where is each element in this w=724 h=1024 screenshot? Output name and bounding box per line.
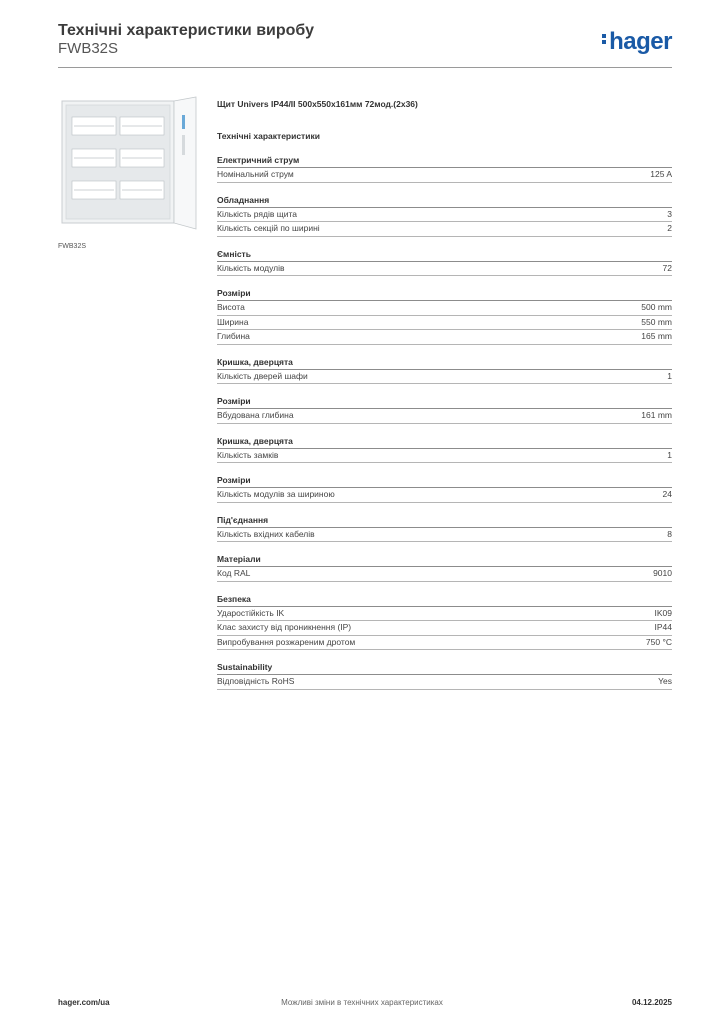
spec-groups: [217, 154, 672, 690]
spec-label: Глибина: [217, 331, 250, 341]
section-title: Технічні характеристики: [217, 131, 320, 141]
spec-group: [217, 435, 672, 464]
spec-group-title: Електричний струм: [217, 154, 672, 168]
spec-row: [217, 567, 672, 582]
spec-group-title: Обладнання: [217, 194, 672, 208]
spec-group: [217, 248, 672, 277]
page-title: Технічні характеристики виробу: [58, 22, 314, 39]
image-caption: FWB32S: [58, 243, 87, 250]
spec-value: 500 mm: [641, 302, 672, 312]
spec-group-title: Розміри: [217, 474, 672, 488]
product-image: [58, 95, 198, 235]
spec-label: Висота: [217, 302, 245, 312]
spec-value: Yes: [658, 676, 672, 686]
spec-row: [217, 621, 672, 636]
spec-value: 1: [667, 449, 672, 460]
spec-group: [217, 553, 672, 582]
spec-value: 750 °C: [645, 636, 672, 647]
spec-label: Кількість секцій по ширині: [217, 223, 320, 233]
spec-value: 125 A: [650, 169, 672, 179]
spec-value: 24: [662, 489, 672, 499]
spec-group-title: Під'єднання: [217, 514, 672, 528]
spec-group-title: Sustainability: [217, 661, 672, 675]
spec-row: [217, 222, 672, 237]
spec-group-title: Кришка, дверцята: [217, 435, 672, 449]
spec-value: 8: [667, 528, 672, 539]
spec-value: 161 mm: [641, 410, 672, 420]
spec-label: Вбудована глибина: [217, 410, 294, 420]
spec-label: Кількість замків: [217, 449, 279, 460]
product-code: FWB32S: [58, 40, 119, 57]
spec-label: Кількість модулів за шириною: [217, 489, 335, 499]
spec-group: [217, 514, 672, 543]
spec-label: Відповідність RoHS: [217, 676, 295, 686]
spec-label: Кількість дверей шафи: [217, 370, 308, 381]
spec-group-title: Розміри: [217, 287, 672, 301]
spec-row: [217, 636, 672, 651]
spec-label: Кількість модулів: [217, 262, 285, 273]
spec-row: [217, 330, 672, 345]
spec-group-title: Кришка, дверцята: [217, 356, 672, 370]
spec-value: 3: [667, 208, 672, 219]
spec-label: Клас захисту від проникнення (IP): [217, 622, 352, 632]
spec-row: [217, 301, 672, 316]
spec-value: 72: [662, 262, 672, 273]
spec-group: [217, 287, 672, 345]
logo-text: hager: [609, 28, 672, 55]
spec-value: 550 mm: [641, 316, 672, 327]
spec-label: Ширина: [217, 316, 249, 327]
spec-group-title: Безпека: [217, 593, 672, 607]
spec-group-title: Матеріали: [217, 553, 672, 567]
spec-row: [217, 528, 672, 543]
spec-group: [217, 593, 672, 651]
spec-group-title: Розміри: [217, 395, 672, 409]
spec-value: 165 mm: [641, 331, 672, 341]
hager-logo: [602, 28, 672, 56]
spec-group: [217, 395, 672, 424]
spec-label: Номінальний струм: [217, 169, 294, 179]
spec-label: Випробування розжареним дротом: [217, 636, 356, 647]
footer-note: Можливі зміни в технічних характеристиках: [281, 998, 443, 1007]
spec-group: [217, 154, 672, 183]
spec-value: 2: [667, 223, 672, 233]
spec-value: IK09: [654, 607, 672, 618]
spec-group: [217, 194, 672, 237]
footer-website: hager.com/ua: [58, 998, 110, 1007]
spec-value: 1: [667, 370, 672, 381]
spec-group: [217, 474, 672, 503]
footer-date: 04.12.2025: [631, 998, 672, 1007]
spec-row: [217, 168, 672, 183]
spec-group: [217, 356, 672, 385]
spec-label: Кількість вхідних кабелів: [217, 528, 315, 539]
spec-row: [217, 409, 672, 424]
spec-row: [217, 675, 672, 690]
product-name: Щит Univers IP44/II 500x550x161мм 72мод.(2x36): [217, 99, 418, 109]
header-divider: [58, 67, 672, 68]
spec-row: [217, 370, 672, 385]
spec-row: [217, 449, 672, 464]
spec-label: Кількість рядів щита: [217, 208, 297, 219]
spec-row: [217, 316, 672, 331]
spec-row: [217, 262, 672, 277]
spec-row: [217, 488, 672, 503]
spec-row: [217, 607, 672, 622]
spec-value: IP44: [654, 622, 672, 632]
spec-content: [217, 97, 672, 690]
spec-label: Код RAL: [217, 568, 251, 578]
spec-group: [217, 661, 672, 690]
logo-dots-icon: [602, 32, 607, 46]
spec-group-title: Ємність: [217, 248, 672, 262]
spec-row: [217, 208, 672, 223]
spec-value: 9010: [653, 568, 672, 578]
spec-label: Ударостійкість IK: [217, 607, 285, 618]
